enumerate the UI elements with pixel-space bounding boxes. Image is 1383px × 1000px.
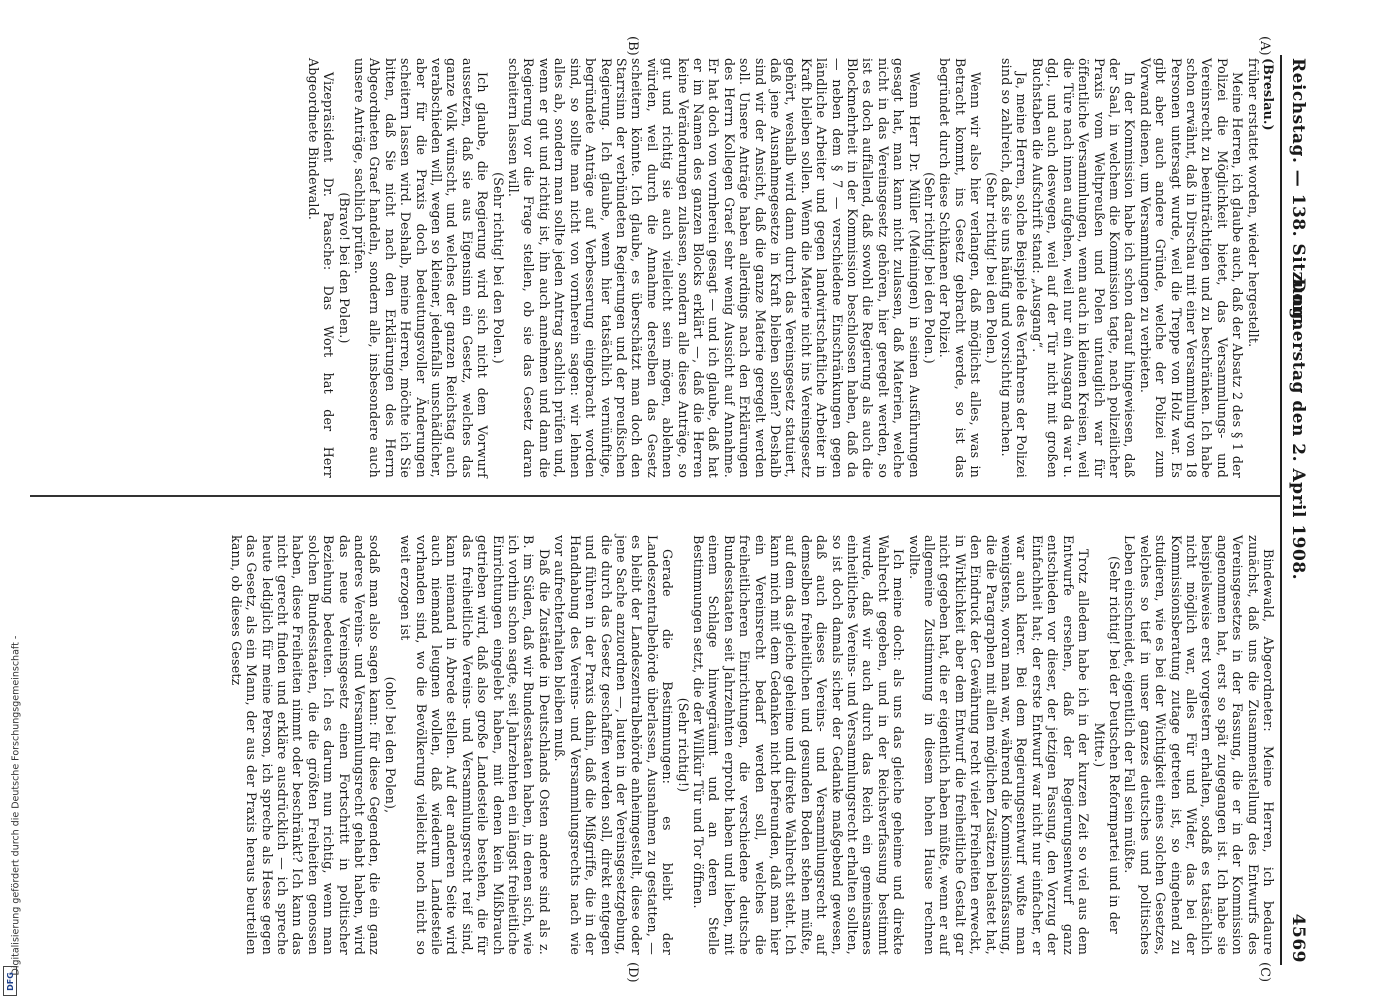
right-column [228,535,1276,955]
header-left: Reichstag. — 138. Sitzung. [1288,58,1308,327]
paragraph: Daß die Zustände in Deutschlands Osten andere sind als z. B. im Süden, daß wir Bundesstaaten haben, in denen sich, wie ich vorhin schon sagte, seit Jahrzehnten ein längst freiheitliche Einrichtungen eingelebt haben, mit denen kein Mißbrauch getrieben wird, daß also große Landesteile bestehen, die für das freiheitliche Vereins- und Versammlungsrecht reif sind, kann niemand in Abrede stellen. Auf der anderen Seite wird auch niemand leugnen wollen, daß wiederum Landesteile vorhanden sind, wo die Bevölkerung vielleicht noch nicht so weit erzogen ist [398,535,552,955]
margin-mark-d: (D) [625,962,640,983]
header-rule [1280,55,1282,965]
interjection: (Bravo! bei den Polen.) [336,192,352,344]
paragraph: sodaß man also sagen kann: für diese Gegenden, die ein ganz anderes Vereins- und Versammlungsrecht gehabt haben, wird das neue Vereinsgesetz einen Fortschritt in politischer Beziehung bedeuten. Ich es darum nun richtig, wenn man solchen Bundesstaaten, die die größten Freiheiten genossen haben, diese Freiheiten nimmt oder beschränkt? Ich kann das nicht gerecht finden und erkläre ausdrücklich — ich spreche heute lediglich für meine Person, ich spreche als Hesse gegen das Gesetz, als ein Mann, der aus der Praxis heraus beurteilen kann, ob dieses Gesetz [228,535,383,955]
speaker-announcement: Vizepräsident Dr. Paasche: Das Wort hat der Herr Abgeordnete Bindewald. [305,58,337,478]
interjection: (Sehr richtig! bei den Polen.) [983,172,999,364]
paragraph: Wenn Herr Dr. Müller (Meiningen) in seinen Ausführungen gesagt hat, man kann nicht zulassen, daß Materien, welche nicht in das Vereinsgesetz gehören, hier geregelt werden, so ist es doch auffallend, daß sowohl die Regierung als auch die Blockmehrheit in der Kommission beschlossen haben, daß da — neben dem § 7 — verschiedene Einschränkungen gegen ländliche Arbeiter und gegen landwirtschaftliche Arbeiter in Kraft bleiben sollen. Wenn die Materie nicht ins Vereinsgesetz gehört, weshalb wird dann durch das Vereinsgesetz statuiert, daß jene Ausnahmegesetze in Kraft bleiben sollen? Deshalb sind wir der Ansicht, daß die ganze Materie geregelt werden soll. Unsere Anträge haben allerdings nach den Erklärungen des Herrn Kollegen Graef sehr wenig Aussicht auf Annahme. Er hat doch von vornherein gesagt — und ich glaube, daß hat er im Namen des ganzen Blocks erklärt —, daß die Herren keine Veränderungen zulassen, sondern alle diese Anträge, so gut und richtig sie auch vielleicht sein mögen, ablehnen würden, weil durch die Annahme derselben das Gesetz scheitern könnte. Ich glaube, es überschätzt man doch den Starrsinn der verbündeten Regierungen und der preußischen Regierung. Ich glaube, wenn hier tatsächlich vernünftige, begründete Anträge auf Verbesserung eingebracht worden sind, so sollte man nicht von vornherein sagen: wir lehnen alles ab, sondern man sollte jeden Antrag sachlich prüfen und, wenn er gut und richtig ist, ihn auch annehmen und dann die Regierung vor die Frage stellen, ob sie das Gesetz daran scheitern lassen will. [506,58,922,478]
paragraph: Ja, meine Herren, solche Beispiele des Verfahrens der Polizei sind so zahlreich, daß sie uns häufig und vorsichtig machen. [999,58,1030,478]
page-number: 4569 [1288,913,1308,963]
column-divider [30,495,1280,497]
paragraph: Ich glaube, die Regierung wird sich nicht dem Vorwurf aussetzen, daß sie aus Eigensinn ein Gesetz, welches das ganze Volk wünscht, und welches der ganzen Reichstag auch verabschieden will, wegen so kleiner, jedenfalls unschädlicher, aber für die Praxis doch bedeutungsvoller Änderungen scheitern lassen wird. Deshalb, meine Herren, möchte ich Sie bitten, daß Sie nicht nach den Erklärungen des Herrn Abgeordneten Graef handeln, sondern alle, insbesondere auch unsere Anträge, sachlich prüfen. [352,58,491,478]
dfg-logo [3,966,17,996]
page-header [1284,58,1310,963]
paragraph: Gerade die Bestimmungen: es bleibt der Landeszentralbehörde überlassen, Ausnahmen zu gestatten, — es bleibt der Landeszentralbehörde anheimgestellt, diese oder jene Sache anzuordnen —, lauten in der Vereinsgesetzgebung, die durch das Gesetz geschaffen werden soll, direkt entgegen und führen in der Praxis dahin, daß die Mißgriffe, die in der Handhabung des Vereins- und Versammlungsrechts nach wie vor aufrechterhalten bleiben muß. [552,535,676,955]
margin-mark-b: (B) [625,36,640,56]
margin-mark-c: (C) [1257,962,1272,983]
paragraph: Wenn wir also hier verlangen, daß möglichst alles, was in Betracht kommt, ins Gesetz gebracht werde, so ist das begründet durch diese Schikanen der Polizei. [937,58,984,478]
speaker-continued: (Breslau.) [1261,58,1276,131]
paragraph: Ich meine doch: als uns das gleiche geheime und direkte Wahlrecht gegeben, und in der Reichsverfassung bestimmt wurde, daß wir auch durch das Reich ein gemeinsames einheitliches Vereins- und Versammlungsrecht erhalten sollten, so ist doch damals sicher der Gedanke maßgebend gewesen, daß auch dieses Vereins- und Versammlungsrecht auf demselben freiheitlichen und gesunden Boden stehen müßte, auf dem das gleiche geheime und direkte Wahlrecht steht. Ich kann mich mit dem Gedanken nicht befreunden, daß man hier ein Vereinsrecht bedarf werden soll, welches die freiheitlicheren Einrichtungen, die verschiedene deutsche Bundesstaaten seit Jahrzehnten erprobt haben und lieben, mit einem Schlage hinwegräumt und an deren Stelle Bestimmungen setzt, die der Willkür Tür und Tor öffnen. [690,535,907,955]
interjection: (oho! bei den Polen), [382,676,398,814]
interjection: (Sehr richtig! bei der Deutschen Reformpartei und in der Mitte.) [1091,556,1122,934]
paragraph: früher erstattet worden, wieder hergestellt. [1245,58,1261,348]
speech-opening: Bindewald, Abgeordneter: Meine Herren, ich bedaure zunächst, daß uns die Zusammenstellung des Entwurfs des Vereinsgesetzes in der Fassung, die er in der Kommission angenommen hat, erst so spät zugegangen ist. Ich habe sie beispielsweise erst vorgestern erhalten, sodaß es tatsächlich nicht möglich war, alles Für und Wider, das bei der Kommissionsberatung zutage getreten ist, so eingehend zu studieren, wie es bei der Wichtigkeit eines solchen Gesetzes, welches so tief in unser ganzes deutsches und politisches Leben einschneidet, eigentlich der Fall sein müßte. [1122,535,1276,955]
interjection: (Sehr richtig! bei den Polen.) [922,172,938,364]
interjection: (Sehr richtig!) [675,697,691,793]
paragraph: Meine Herren, ich glaube auch, daß der Absatz 2 des § 1 der Polizei die Möglichkeit bietet, das Versammlungs- und Vereinsrecht zu beeinträchtigen und zu beschränken. Ich habe schon erwähnt, daß in Dirschau mit einer Versammlung von 18 Personen untersagt wurde, weil die Treppe von Holz war. Es gibt aber auch andere Gründe, welche der Polizei zum Vorwand dienen, um Versammlungen zu verbieten. [1137,58,1246,478]
paragraph: In der Kommission habe ich schon darauf hingewiesen, daß der Saal, in welchem die Kommission tagte, nach polizeilicher Praxis vom Weltpreußen und Polen untauglich war für öffentliche Versammlungen, wenn auch in kleinen Kreisen, weil die Türe nach innen aufgehen, weil nur ein Ausgang da war u. dgl., und auch deswegen, weil auf der Tür nicht mit großen Buchstaben die Aufschrift stand: „Ausgang“. [1029,58,1138,478]
left-column [305,58,1276,478]
paragraph: Trotz alledem habe ich in der kurzen Zeit so viel aus dem Entwurfe ersehen, daß der Regierungsentwurf ganz entschieden vor dieser, der jetzigen Fassung, den Vorzug der Einfachheit hat; der erste Entwurf war nicht nur einfacher, er war auch klarer. Bei dem Regierungsentwurf wußte man wenigstens, woran man war, während die Kommissionsfassung, die die Paragraphen mit allen möglichen Zusätzen belastet hat, den Eindruck der Gewährung recht vieler Freiheiten erweckt, in Wirklichkeit aber dem Entwurf die freiheitliche Gestalt gar nicht gegeben hat, die er eigentlich haben müßte, wenn er auf allgemeine Zustimmung in diesem hohen Hause rechnen wollte. [906,535,1092,955]
margin-mark-a: (A) [1257,36,1272,56]
interjection: (Sehr richtig! bei den Polen.) [490,172,506,364]
digitization-credit [6,600,20,990]
dfg-logo-text: DFG [5,971,15,991]
header-middle: Donnerstag den 2. April 1908. [1288,278,1308,581]
credit-text: Digitalisierung gefördert durch die Deutsche Forschungsgemeinschaft - [10,635,22,976]
